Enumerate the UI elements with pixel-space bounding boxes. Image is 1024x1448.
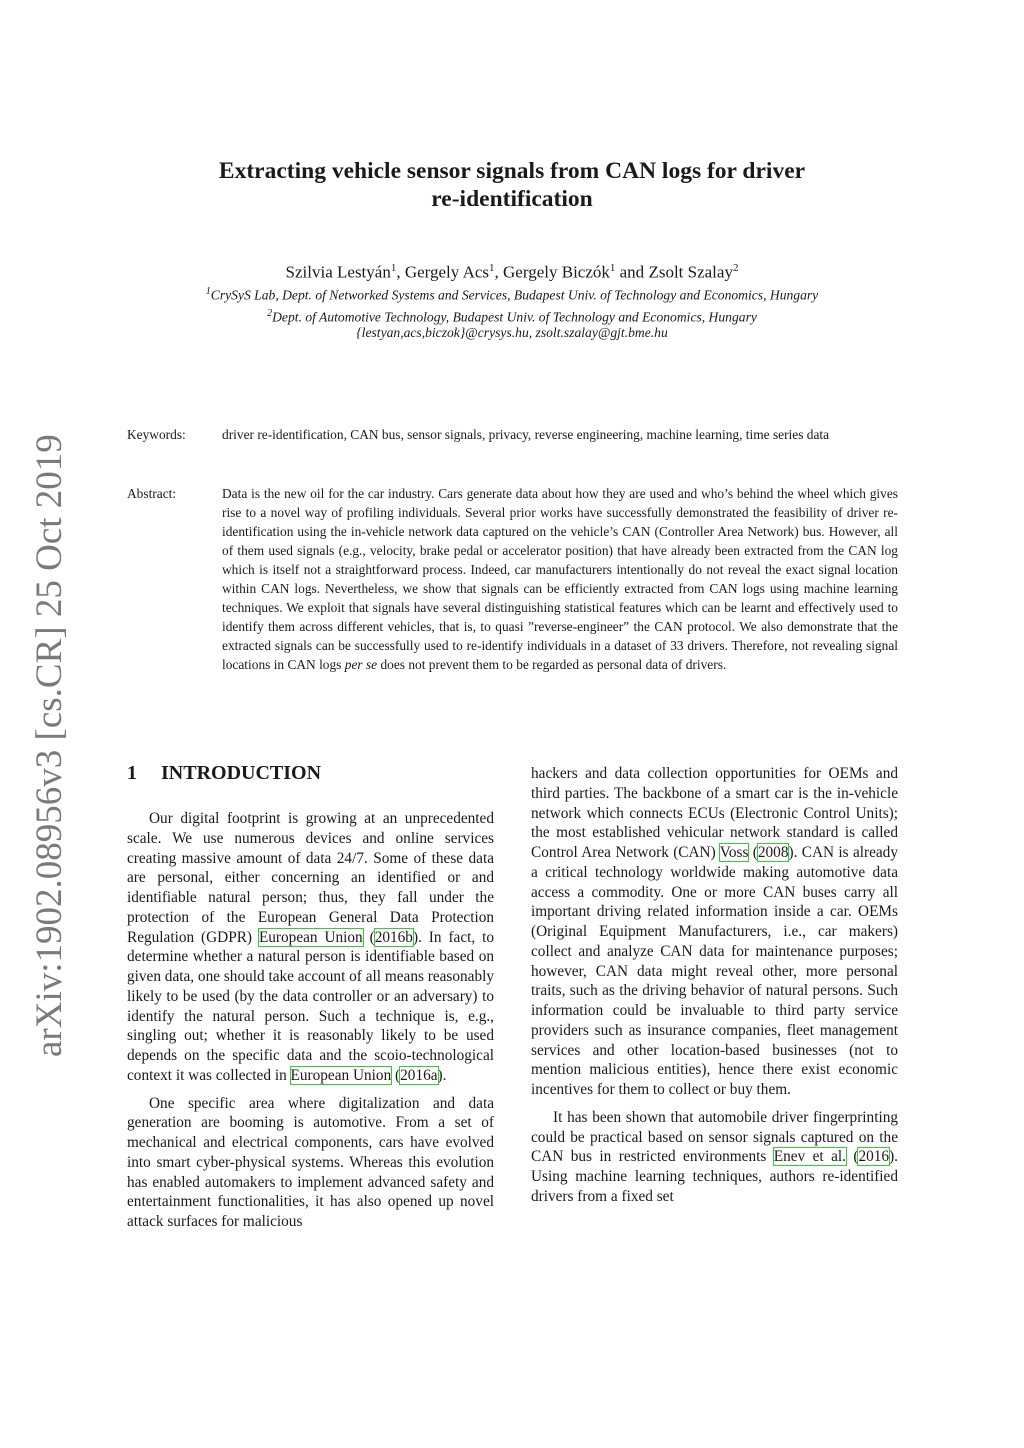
- citation-year-link[interactable]: 2016: [858, 1148, 890, 1166]
- paragraph: hackers and data collection opportunities for OEMs and third parties. The backbone of a smart car is the in-vehicle network which connects ECUs (Electronic Control Units); the most established vehicular network standard is called Control Area Network (CAN) Voss (2008). CAN is already a critical technology worldwide making automotive data access a commodity. One or more CAN buses carry all important driving related information inside a car. OEMs (Original Equipment Manufacturers, i.e., car makers) collect and analyze CAN data for maintenance purposes; however, CAN data might reveal other, more personal traits, such as the driving behavior of natural persons. Such information could be invaluable to third party service providers such as insurance companies, fleet management services and other location-based businesses (not to mention malicious entities), hence there exist economic incentives for them to collect or buy them.: [531, 765, 898, 1098]
- left-column: [127, 809, 494, 1240]
- author-emails: {lestyan,acs,biczok}@crysys.hu, zsolt.szalay@gjt.bme.hu: [356, 325, 668, 340]
- abstract-text: Data is the new oil for the car industry. Cars generate data about how they are used and who’s behind the wheel which gives rise to a novel way of profiling individuals. Several prior works have successfully demonstrated the feasibility of driver re-identification using the in-vehicle network data captured on the vehicle’s CAN (Controller Area Network) bus. However, all of them used signals (e.g., velocity, brake pedal or accelerator position) that have already been extracted from the CAN log which is itself not a straightforward process. Indeed, car manufacturers intentionally do not reveal the exact signal location within CAN logs. Nevertheless, we show that signals can be efficiently extracted from CAN logs using machine learning techniques. We exploit that signals have several distinguishing statistical features which can be learnt and effectively used to identify them across different vehicles, that is, to quasi ”reverse-engineer” the CAN protocol. We also demonstrate that the extracted signals can be successfully used to re-identify individuals in a dataset of 33 drivers. Therefore, not revealing signal locations in CAN logs per se does not prevent them to be regarded as personal data of drivers.: [222, 486, 898, 672]
- arxiv-identifier: arXiv:1902.08956v3 [cs.CR] 25 Oct 2019: [29, 434, 70, 1057]
- right-column: [531, 764, 898, 1215]
- abstract-emphasis: per se: [344, 657, 378, 672]
- keywords-label: Keywords:: [127, 427, 186, 442]
- title-line-1: Extracting vehicle sensor signals from CAN logs for driver: [218, 158, 806, 184]
- affiliation-2: $^2$Dept. of Automotive Technology, Budapest Univ. of Technology and Economics, Hungary: [267, 308, 757, 325]
- author-1: Szilvia Lestyán: [285, 262, 391, 282]
- author-list: Szilvia Lestyán$^1$, Gergely Acs$^1$, Gergely Biczók$^1$ and Zsolt Szalay$^2$: [285, 262, 739, 282]
- citation-link[interactable]: European Union: [290, 1066, 392, 1084]
- affiliation-1: $^1$CrySyS Lab, Dept. of Networked Systems and Services, Budapest Univ. of Technology and Economics, Hungary: [205, 286, 819, 303]
- author-3: Gergely Biczók: [503, 262, 610, 282]
- citation-link[interactable]: Voss: [719, 844, 749, 861]
- citation-link[interactable]: European Union: [258, 928, 363, 946]
- citation-year-link[interactable]: 2016b: [374, 928, 413, 946]
- citation-link[interactable]: Enev et al.: [773, 1148, 846, 1166]
- paragraph: Our digital footprint is growing at an unprecedented scale. We use numerous devices and online services creating massive amount of data 24/7. Some of these data are personal, either concerning an identified or and identifiable natural person; thus, they fall under the protection of the European General Data Protection Regulation (GDPR) European Union (2016b). In fact, to determine whether a natural person is identifiable based on given data, one should take account of all means reasonably likely to be used (by the data controller or an adversary) to identify the natural person. Such a technique is, e.g., singling out; whether it is reasonably likely to be used depends on the specific data and the scoio-technological context it was collected in European Union (2016a).: [127, 810, 494, 1084]
- citation-year-link[interactable]: 2008: [757, 844, 789, 861]
- author-2: Gergely Acs: [404, 262, 490, 282]
- title-line-2: re-identification: [431, 186, 593, 212]
- section-title: INTRODUCTION: [161, 762, 322, 784]
- author-4: Zsolt Szalay: [648, 262, 733, 282]
- section-number: 1: [127, 762, 137, 784]
- section-heading-introduction: [127, 760, 321, 786]
- citation-year-link[interactable]: 2016a: [400, 1066, 438, 1084]
- paper-title: [150, 157, 874, 213]
- paragraph: One specific area where digitalization and data generation are booming is automotive. From a set of mechanical and electrical components, cars have evolved into smart cyber-physical systems. Whereas this evolution has enabled automakers to implement advanced safety and entertainment functionalities, it has also opened up novel attack surfaces for malicious: [127, 1094, 494, 1230]
- abstract-label: Abstract:: [127, 486, 177, 501]
- keywords-text: driver re-identification, CAN bus, sensor signals, privacy, reverse engineering, machine learning, time series data: [222, 427, 830, 442]
- paragraph: It has been shown that automobile driver fingerprinting could be practical based on sensor signals captured on the CAN bus in restricted environments Enev et al. (2016). Using machine learning techniques, authors re-identified drivers from a fixed set: [531, 1108, 898, 1205]
